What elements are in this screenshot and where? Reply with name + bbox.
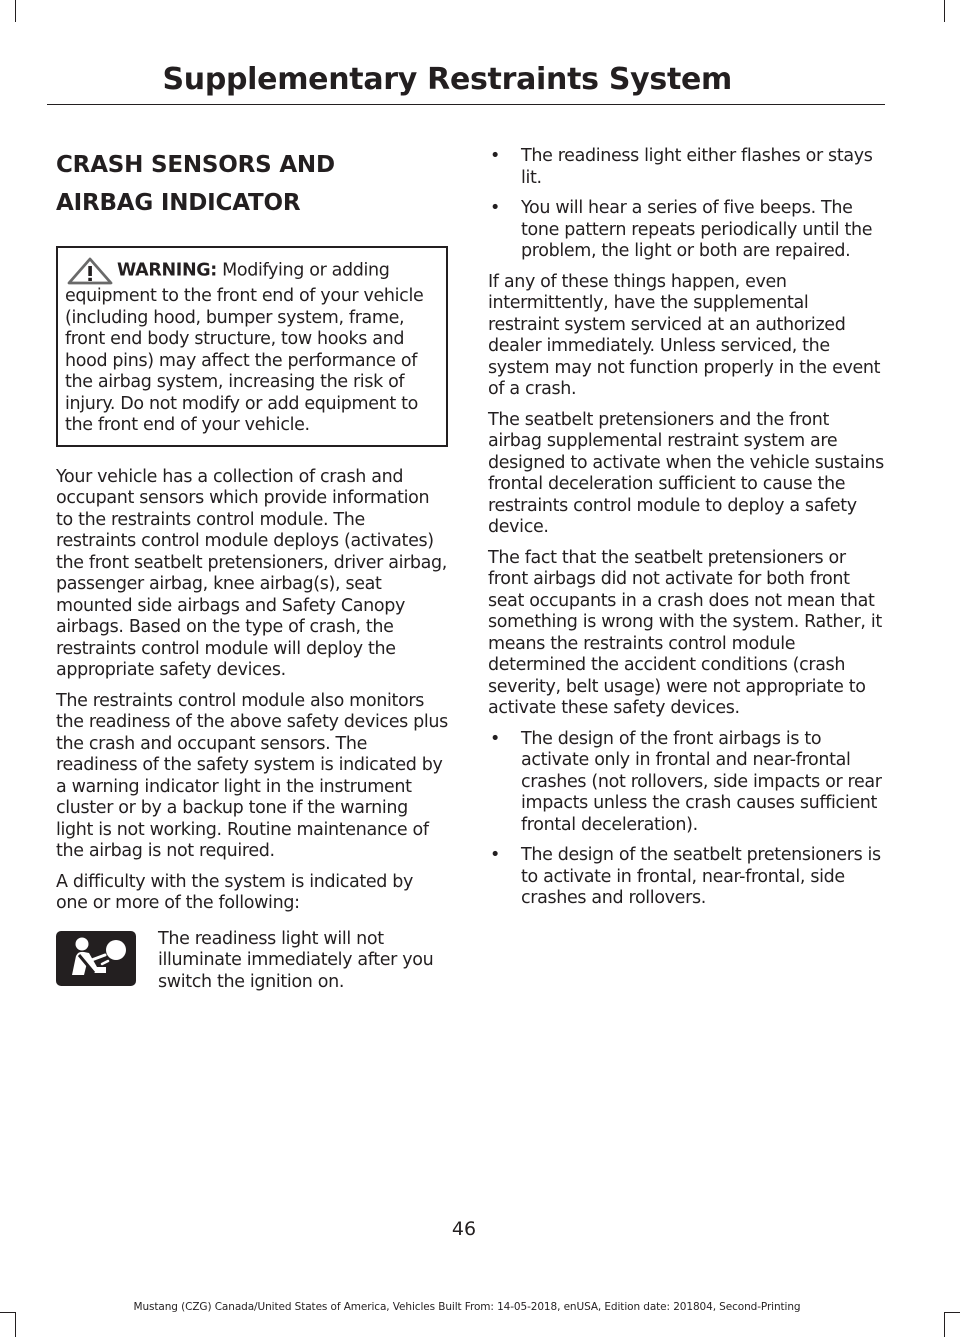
page-header-title: Supplementary Restraints System xyxy=(162,62,732,97)
page-number: 46 xyxy=(451,1218,477,1240)
bullet-symbol: • xyxy=(490,845,500,865)
page-footer: Mustang (CZG) Canada/United States of America, Vehicles Built From: 14-05-2018, enUSA, Edition date: 201804, Second-Printing xyxy=(133,1301,801,1313)
crop-mark-bottom-left xyxy=(15,1312,16,1337)
warning-triangle-icon xyxy=(65,256,117,286)
paragraph-service: If any of these things happen, even intermittently, have the supplemental restraint system serviced at an authorized dealer immediately. Unless serviced, the system may not function properly in the event of a crash. xyxy=(488,271,881,399)
bullet-item xyxy=(488,845,884,910)
bullet-symbol: • xyxy=(490,146,500,166)
section-title xyxy=(56,146,448,222)
warning-text: Modifying or adding equipment to the front end of your vehicle (including hood, bumper system, frame, front end body structure, tow hooks and hood pins) may affect the performance of the airbag system, increasing the risk of injury. Do not modify or add equipment to the front end of your vehicle. xyxy=(65,260,424,435)
bullet-item xyxy=(488,146,884,189)
section-title-line1: CRASH SENSORS AND xyxy=(56,152,335,178)
warning-head xyxy=(65,256,117,286)
crop-mark-bottom-right xyxy=(944,1312,945,1337)
bullet-text: The design of the front airbags is to activate only in frontal and near-frontal crashes (not rollovers, side impacts or rear impacts unless the crash causes sufficient frontal deceleration). xyxy=(521,728,882,835)
warning-label: WARNING: xyxy=(117,260,217,281)
crop-mark-top-left xyxy=(15,0,16,22)
bullet-text: The readiness light either flashes or stays lit. xyxy=(521,146,873,188)
left-column xyxy=(56,146,448,993)
paragraph-not-activated: The fact that the seatbelt pretensioners or front airbags did not activate for both front seat occupants in a crash does not mean that something is wrong with the system. Rather, it means the restraints control module determined the accident conditions (crash severity, belt usage) were not appropriate to activate these safety devices. xyxy=(488,547,882,718)
paragraph-pretensioners: The seatbelt pretensioners and the front airbag supplemental restraint system are designed to activate when the vehicle sustains frontal deceleration sufficient to cause the restraints control module to deploy a safety device. xyxy=(488,409,884,537)
warning-paragraph xyxy=(65,256,440,437)
header-divider xyxy=(47,104,885,105)
bullet-symbol: • xyxy=(490,728,500,749)
paragraph-difficulty-intro: A difficulty with the system is indicated by one or more of the following: xyxy=(56,871,414,913)
indicator-row xyxy=(56,929,448,994)
bullet-item xyxy=(488,198,884,263)
airbag-indicator-icon xyxy=(56,931,136,986)
bullet-text: You will hear a series of five beeps. The tone pattern repeats periodically until the problem, the light or both are repaired. xyxy=(521,198,873,261)
bullet-symbol: • xyxy=(490,198,500,218)
warning-box xyxy=(56,246,448,447)
right-column xyxy=(488,146,884,919)
section-title-line2: AIRBAG INDICATOR xyxy=(56,190,301,216)
crop-mark-top-right xyxy=(944,0,945,22)
bullet-item xyxy=(488,729,884,837)
indicator-text: The readiness light will not illuminate immediately after you switch the ignition on. xyxy=(158,928,434,992)
bullet-text: The design of the seatbelt pretensioners is to activate in frontal, near-frontal, side crashes and rollovers. xyxy=(521,845,881,908)
paragraph-crash-sensors: Your vehicle has a collection of crash and occupant sensors which provide information to the restraints control module. The restraints control module deploys (activates) the front seatbelt pretensioners, driver airbag, passenger airbag, knee airbag(s), seat mounted side airbags and Safety Canopy airbags. Based on the type of crash, the restraints control module will deploy the appropriate safety devices. xyxy=(56,466,448,680)
paragraph-readiness-monitoring: The restraints control module also monitors the readiness of the above safety devices plus the crash and occupant sensors. The readiness of the safety system is indicated by a warning indicator light in the instrument cluster or by a backup tone if the warning light is not working. Routine maintenance of the airbag is not required. xyxy=(56,690,448,861)
crop-mark-bottom-right-h xyxy=(945,1312,960,1313)
